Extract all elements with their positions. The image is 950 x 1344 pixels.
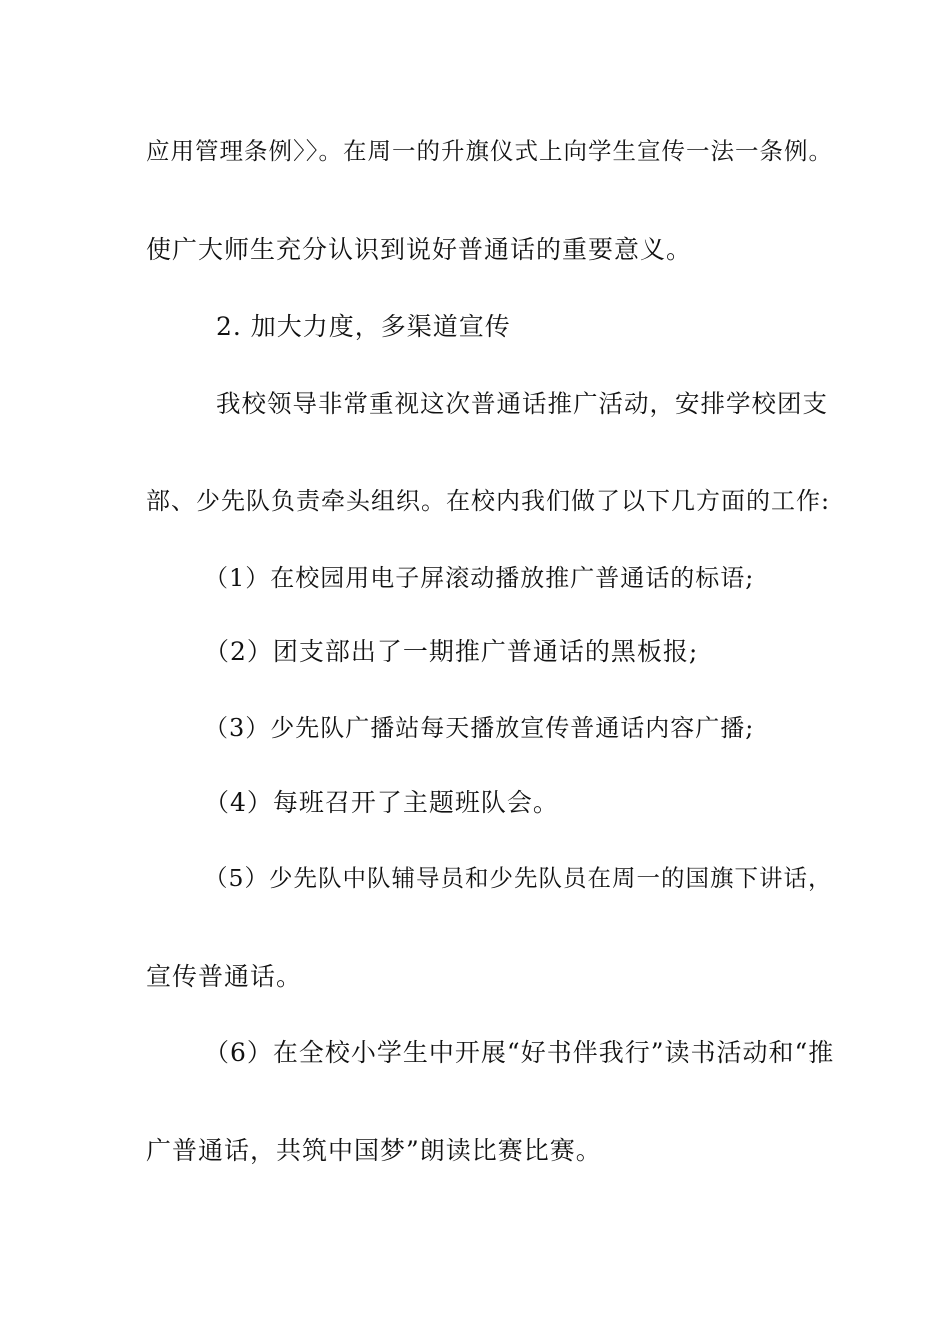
- list-item: （6）在全校小学生中开展“好书伴我行”读书活动和“推: [204, 1038, 835, 1067]
- paragraph-line: 部、少先队负责牵头组织。在校内我们做了以下几方面的工作:: [146, 487, 831, 515]
- list-item: （2）团支部出了一期推广普通话的黑板报;: [204, 637, 699, 666]
- list-item: （1）在校园用电子屏滚动播放推广普通话的标语;: [204, 564, 755, 592]
- list-item-continuation: 广普通话，共筑中国梦”朗读比赛比赛。: [146, 1136, 602, 1165]
- paragraph-line: 使广大师生充分认识到说好普通话的重要意义。: [146, 235, 693, 264]
- section-heading: 2. 加大力度，多渠道宣传: [216, 312, 511, 341]
- paragraph-line: 我校领导非常重视这次普通话推广活动，安排学校团支: [216, 389, 828, 418]
- list-item: （3）少先队广播站每天播放宣传普通话内容广播;: [204, 714, 755, 742]
- list-item-continuation: 宣传普通话。: [146, 962, 303, 991]
- list-item: （4）每班召开了主题班队会。: [204, 788, 559, 817]
- list-item: （5）少先队中队辅导员和少先队员在周一的国旗下讲话，: [204, 864, 833, 892]
- paragraph-line: 应用管理条例〉〉。在周一的升旗仪式上向学生宣传一法一条例。: [146, 137, 833, 165]
